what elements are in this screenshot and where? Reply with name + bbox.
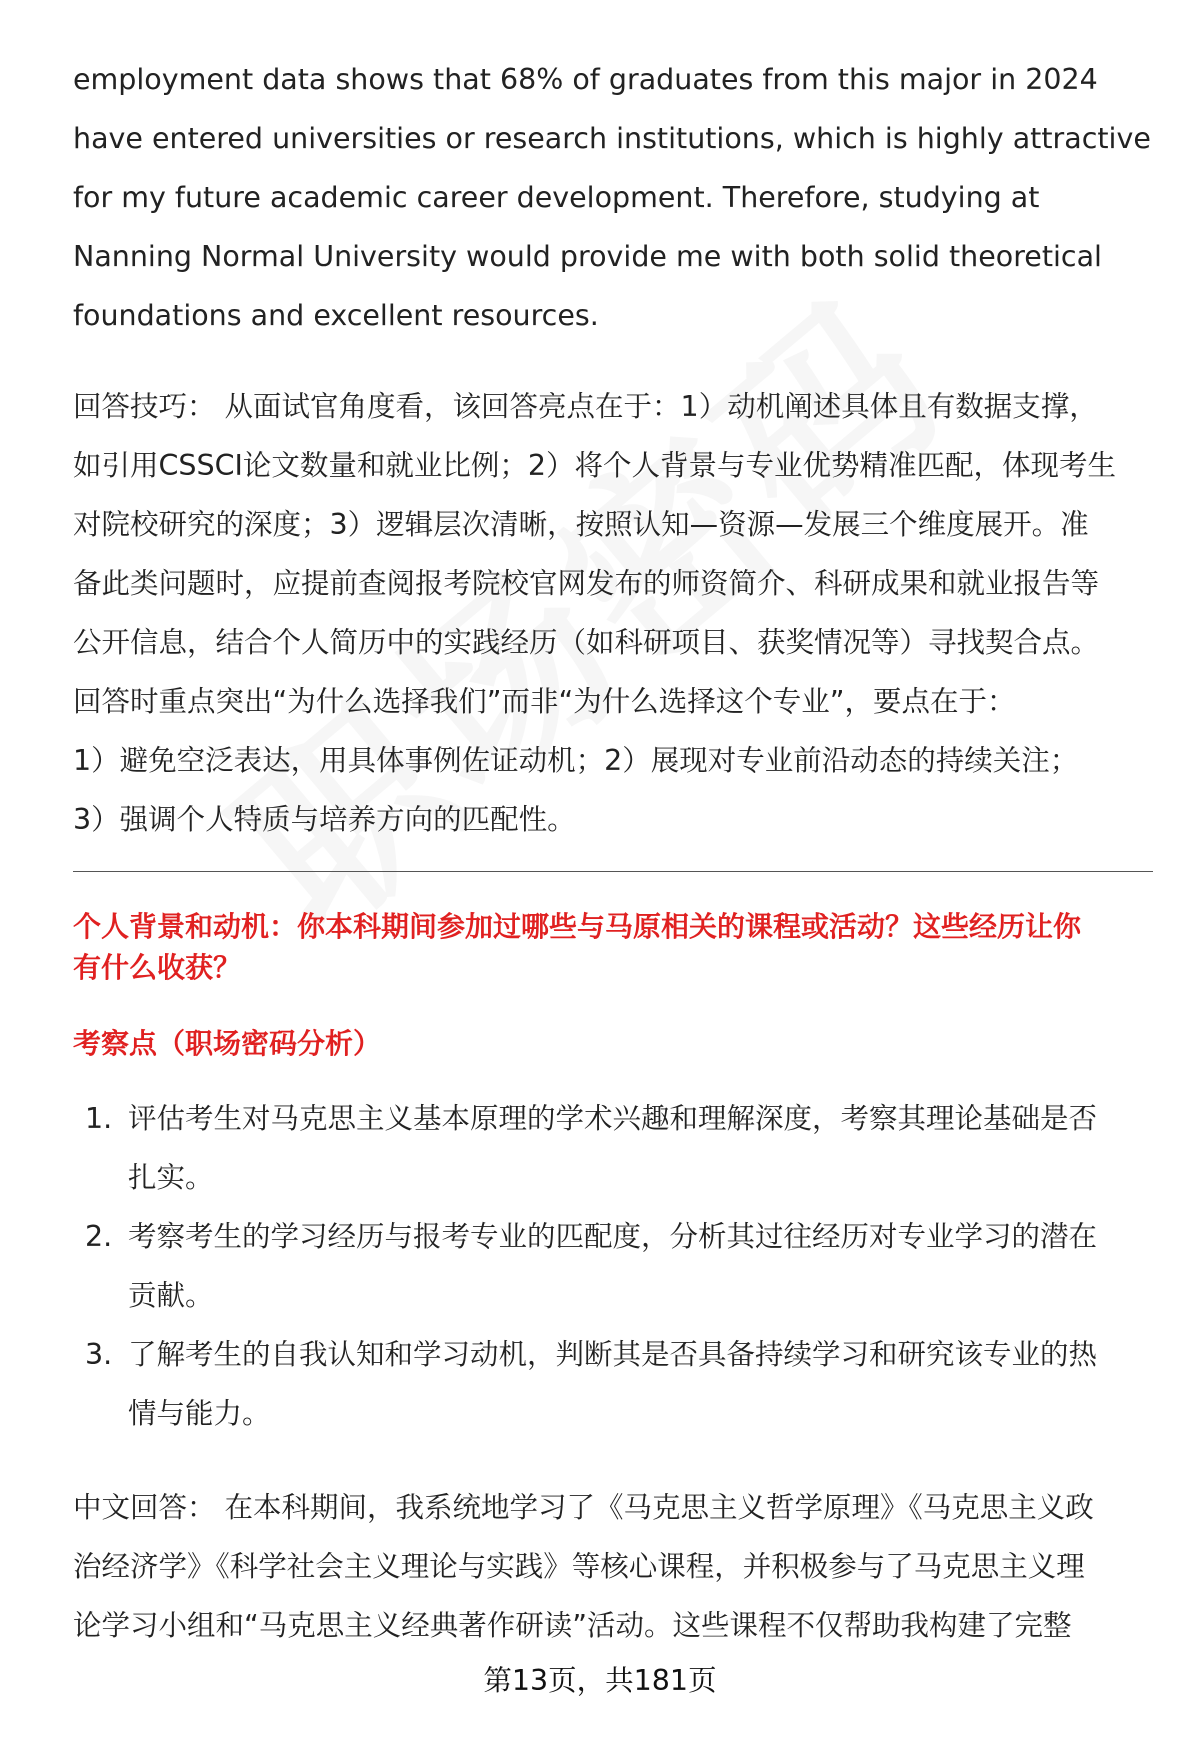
question-heading bbox=[73, 906, 1158, 988]
chinese-answer-paragraph bbox=[73, 1478, 1158, 1655]
point-line: 扎实。 bbox=[128, 1161, 214, 1194]
point-line: 贡献。 bbox=[128, 1279, 214, 1312]
paragraph-line: 中文回答： 在本科期间，我系统地学习了《马克思主义哲学原理》《马克思主义政 bbox=[73, 1491, 1094, 1524]
point-number: 2. bbox=[85, 1220, 113, 1253]
paragraph-line: foundations and excellent resources. bbox=[73, 299, 599, 332]
paragraph-line: 如引用CSSCI论文数量和就业比例；2）将个人背景与专业优势精准匹配，体现考生 bbox=[73, 449, 1117, 482]
paragraph-line: 治经济学》《科学社会主义理论与实践》等核心课程，并积极参与了马克思主义理 bbox=[73, 1550, 1085, 1583]
page-number-footer: 第13页，共181页 bbox=[483, 1664, 717, 1697]
point-line: 了解考生的自我认知和学习动机，判断其是否具备持续学习和研究该专业的热 bbox=[128, 1338, 1098, 1371]
paragraph-line: 公开信息，结合个人简历中的实践经历（如科研项目、获奖情况等）寻找契合点。 bbox=[73, 626, 1100, 659]
answer-tips-paragraph bbox=[73, 377, 1158, 849]
paragraph-line: for my future academic career development. Therefore, studying at bbox=[73, 181, 1040, 214]
point-number: 3. bbox=[85, 1338, 113, 1371]
point-number: 1. bbox=[85, 1102, 113, 1135]
page-content bbox=[73, 50, 1158, 1655]
section-divider bbox=[73, 871, 1153, 872]
paragraph-line: 1）避免空泛表达，用具体事例佐证动机；2）展现对专业前沿动态的持续关注； bbox=[73, 744, 1079, 777]
paragraph-line: 3）强调个人特质与培养方向的匹配性。 bbox=[73, 803, 576, 836]
point-line: 情与能力。 bbox=[128, 1397, 271, 1430]
paragraph-line: 回答技巧： 从面试官角度看，该回答亮点在于：1）动机阐述具体且有数据支撑， bbox=[73, 390, 1098, 423]
point-line: 评估考生对马克思主义基本原理的学术兴趣和理解深度，考察其理论基础是否 bbox=[128, 1102, 1098, 1135]
paragraph-line: 备此类问题时，应提前查阅报考院校官网发布的师资简介、科研成果和就业报告等 bbox=[73, 567, 1100, 600]
paragraph-line: employment data shows that 68% of graduates from this major in 2024 bbox=[73, 63, 1098, 96]
paragraph-line: have entered universities or research institutions, which is highly attractive bbox=[73, 122, 1151, 155]
paragraph-line: Nanning Normal University would provide me with both solid theoretical bbox=[73, 240, 1102, 273]
paragraph-line: 论学习小组和“马克思主义经典著作研读”活动。这些课程不仅帮助我构建了完整 bbox=[73, 1609, 1072, 1642]
paragraph-line: 对院校研究的深度；3）逻辑层次清晰，按照认知—资源—发展三个维度展开。准 bbox=[73, 508, 1089, 541]
analysis-point bbox=[73, 1325, 1158, 1443]
question-line: 个人背景和动机：你本科期间参加过哪些与马原相关的课程或活动？这些经历让你 bbox=[73, 910, 1082, 943]
english-answer-paragraph bbox=[73, 50, 1158, 345]
analysis-point bbox=[73, 1207, 1158, 1325]
question-line: 有什么收获？ bbox=[73, 951, 242, 984]
analysis-heading: 考察点（职场密码分析） bbox=[73, 1027, 382, 1060]
paragraph-line: 回答时重点突出“为什么选择我们”而非“为什么选择这个专业”，要点在于： bbox=[73, 685, 1016, 718]
analysis-point bbox=[73, 1089, 1158, 1207]
point-line: 考察考生的学习经历与报考专业的匹配度，分析其过往经历对专业学习的潜在 bbox=[128, 1220, 1098, 1253]
analysis-point-list bbox=[73, 1089, 1158, 1443]
